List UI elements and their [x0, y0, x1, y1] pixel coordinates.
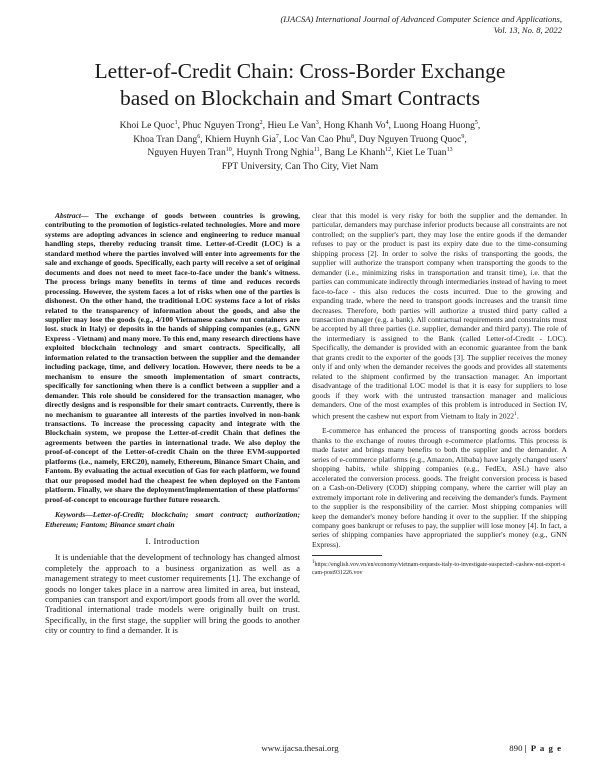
author-name: Phuc Nguyen Trong$^2$	[182, 119, 263, 131]
footnote-ref: 1	[514, 410, 517, 417]
paper-title-line-1: Letter-of-Credit Chain: Cross-Border Exchange	[94, 59, 506, 83]
page-number: 890	[509, 743, 523, 753]
author-index: 10	[225, 147, 232, 153]
introduction-paragraph: It is undeniable that the development of technology has changed almost completely the approach to a business organization as well as a management strategy to meet customer requirements [1]. The exchange of goods no longer takes place in a narrow area limited in area, but instead, companies can transport and export/import goods from all over the world. Traditional international trade models were originally built on trust. Specifically, in the first stage, the supplier will bring the goods to another city or country to find a demander. It is	[45, 552, 300, 636]
author-index: 11	[313, 147, 320, 153]
footnote-divider	[312, 555, 382, 556]
author-index: 12	[385, 147, 392, 153]
right-paragraph-1-text: clear that this model is very risky for both the supplier and the demander. In particular, demanders may purchase inferior products because all constraints are not controlled; on the supplier's part, they may lose the entire goods if the demander refuses to pay or the product is past its expiry date due to the time-consuming shipping process [2]. In order to solve the risks of transporting the goods, the supplier will authorize the transport company when transporting the goods to the demander (i.e., minimizing risks in transportation and transit time), i.e. that the parties can communicate indirectly through intermediaries instead of having to meet face-to-face - this also reduces the costs incurred. Due to the growing and expanding trade, where the need to transport goods increases and the transit time decreases. Therefore, both parties will authorize a trusted third party called a transaction manager (e.g. a bank). All contractual requirements and constraints must be accepted by all three parties (i.e. supplier, demander and third party). The role of the intermediary is assigned to the Bank (called Letter-of-Credit - LOC). Specifically, the demander is provided with an economic guarantee from the bank that grants credit to the exporter of the goods [3]. The supplier receives the money only if and only when the demander receives the goods and provides all statements related to the shipment confirmed by the transaction manager. An important disadvantage of the traditional LOC model is that it is easy for suppliers to lose goods if they work with the untrusted transaction manager and malicious demanders. One of the most examples of this problem is introduced in Section IV, which present the cashew nut export from Vietnam to Italy in 2022	[312, 211, 567, 421]
author-line-1: Khoi Le Quoc$^1$, Phuc Nguyen Trong$^2$, Hieu Le Van$^3$, Hong Khanh Vo$^4$, Luong Hoang Huong$^5$,	[119, 119, 481, 131]
left-column	[45, 211, 300, 636]
author-block	[30, 119, 570, 173]
author-name: Khiem Huynh Gia$^7$	[205, 133, 279, 145]
keywords-text: Letter-of-Credit; blockchain; smart contract; authorization; Ethereum; Fantom; Binance smart chain	[45, 510, 300, 529]
author-name: Duy Nguyen Truong Quoc$^9$	[358, 133, 465, 145]
author-index: 7	[275, 133, 279, 140]
author-index: 1	[174, 119, 178, 126]
footer-page-number	[509, 743, 562, 753]
author-name: Khoa Tran Dang$^6$	[133, 133, 201, 145]
author-name: Luong Hoang Huong$^5$	[393, 119, 478, 131]
author-index: 2	[259, 119, 263, 126]
author-index: 5	[474, 119, 478, 126]
footer-url[interactable]: www.ijacsa.thesai.org	[261, 743, 339, 753]
footnote-mark: 1	[312, 560, 315, 566]
right-paragraph-2: E-commerce has enhanced the process of transporting goods across borders thanks to the exchange of routes through e-commerce platforms. This process is made faster and brings many benefits to both the supplier and the demander. A series of e-commerce platforms (e.g., Amazon, Alibaba) have largely changed users' shopping habits, while shipping companies (e.g., FedEx, ASL) have also accelerated the conversion process. goods. The freight conversion process is based on a Cash-on-Delivery (COD) shipping company, where the carrier will play an extremely important role in delivering and receiving the demander's funds. Payment to the supplier is the responsibility of the carrier. Most shipping companies will keep the demander's money before handing it over to the supplier. If the shipping company goes bankrupt or refuses to pay, the supplier will lose money [4]. In fact, a series of shipping companies have appropriated the supplier's money (e.g., GNN Express).	[312, 426, 567, 549]
author-name: Hieu Le Van$^3$	[267, 119, 319, 131]
paper-title	[40, 58, 560, 112]
journal-volume-line: Vol. 13, No. 8, 2022	[493, 25, 562, 35]
author-line-3: Nguyen Huyen Tran$^{10}$, Huynh Trong Nghia$^{11}$, Bang Le Khanh$^{12}$, Kiet Le Tuan$^{13}$	[147, 147, 453, 159]
right-column	[312, 211, 567, 577]
abstract-label: Abstract	[55, 211, 81, 220]
author-name: Nguyen Huyen Tran$^{10}$	[147, 147, 232, 159]
author-index: 6	[197, 133, 201, 140]
paper-title-line-2: based on Blockchain and Smart Contracts	[119, 86, 481, 110]
author-index: 8	[350, 133, 354, 140]
keywords: Keywords—Letter-of-Credit; blockchain; smart contract; authorization; Ethereum; Fantom; Binance smart chain	[45, 510, 300, 529]
introduction-body	[45, 552, 300, 635]
author-line-2: Khoa Tran Dang$^6$, Khiem Huynh Gia$^7$, Loc Van Cao Phu$^8$, Duy Nguyen Truong Quoc$^9$,	[133, 133, 467, 145]
author-name: Khoi Le Quoc$^1$	[119, 119, 178, 131]
author-name: Bang Le Khanh$^{12}$	[324, 147, 392, 159]
author-name: Kiet Le Tuan$^{13}$	[395, 147, 453, 159]
right-paragraph-1: clear that this model is very risky for both the supplier and the demander. In particular, demanders may purchase inferior products because all constraints are not controlled; on the supplier's part, they may lose the entire goods if the demander refuses to pay or the product is past its expiry date due to the time-consuming shipping process [2]. In order to solve the risks of transporting the goods, the supplier will authorize the transport company when transporting the goods to the demander (i.e., minimizing risks in transportation and transit time), i.e. that the parties can communicate indirectly through intermediaries instead of having to meet face-to-face - this also reduces the costs incurred. Due to the growing and expanding trade, where the need to transport goods increases and the transit time decreases. Therefore, both parties will authorize a trusted third party called a transaction manager (e.g. a bank). All contractual requirements and constraints must be accepted by all three parties (i.e. supplier, demander and third party). The role of the intermediary is assigned to the Bank (called Letter-of-Credit - LOC). Specifically, the demander is provided with an economic guarantee from the bank that grants credit to the exporter of the goods [3]. The supplier receives the money only if and only when the demander receives the goods and provides all statements related to the shipment confirmed by the transaction manager. An important disadvantage of the traditional LOC model is that it is easy for suppliers to lose goods if they work with the untrusted transaction manager and malicious demanders. One of the most examples of this problem is introduced in Section IV, which present the cashew nut export from Vietnam to Italy in 2022$^1$.	[312, 211, 567, 421]
journal-name-line: (IJACSA) International Journal of Advanced Computer Science and Applications,	[280, 14, 562, 24]
author-index: 13	[446, 147, 453, 153]
page-word: | P a g e	[524, 743, 562, 753]
author-name: Loc Van Cao Phu$^8$	[283, 133, 354, 145]
footnote-link[interactable]: https://english.vov.vn/en/economy/vietnam-requests-italy-to-investigate-suspected\-cashew-nut-export-scam-post931226.vov	[312, 562, 566, 576]
author-name: Hong Khanh Vo$^4$	[323, 119, 389, 131]
abstract-text: The exchange of goods between countries is growing, contributing to the promotion of logistics-related technologies. More and more systems are adopting advances in science and engineering to reduce manual handling steps, thereby reducing transit time. Letter-of-Credit (LOC) is a standard method where the parties involved will enter into agreements for the sale and exchange of goods. Specifically, each party will receive a set of original documents and does not need to meet face-to-face under the bank's witness. The process brings many benefits in terms of time and reduces records processing. However, the system faces a lot of risks when one of the parties is dishonest. On the other hand, the traditional LOC systems face a lot of risks related to the transparency of information about the goods, and also the supplier may lose the goods (e.g., 4/100 Vietnamese cashew nut containers are lost. stuck in Italy) or deposits in the hands of shipping companies (e.g., GNN Express - Vietnam) and many more. To this end, many research directions have exploited blockchain technology and smart contracts. Specifically, all information related to the transaction between the supplier and the demander including package, time, and delivery location. However, there needs to be a mechanism to ensure the smooth implementation of smart contracts, specifically for sanctioning when there is a conflict between a supplier and a demander. This role should be considered for the transaction manager, who directly designs and is responsible for their smart contracts. Currently, there is no mechanism to guarantee all interests of the parties involved in non-bank transactions. To increase the processing capacity and integrate with the Blockchain system, we propose the Letter-of-credit Chain that defines the agreements between the parties in international trade. We also deploy the proof-of-concept of the Letter-of-credit Chain on the three EVM-supported platforms (i.e., namely, ERC20), namely, Ethereum, Binance Smart Chain, and Fantom. By evaluating the actual execution of Gas for each platform, we found that our proposed model had the cheapest fee when deployed on the Fantom platform. Finally, we share the deployment/implementation of these platforms' proof-of-concept to encourage further future research.	[45, 211, 300, 504]
section-heading-introduction: I. Introduction	[145, 535, 200, 546]
author-index: 9	[461, 133, 465, 140]
author-index: 3	[315, 119, 319, 126]
abstract: Abstract— The exchange of goods between countries is growing, contributing to the promotion of logistics-related technologies. More and more systems are adopting advances in science and engineering to reduce manual handling steps, thereby reducing transit time. Letter-of-Credit (LOC) is a standard method where the parties involved will enter into agreements for the sale and exchange of goods. Specifically, each party will receive a set of original documents and does not need to meet face-to-face under the bank's witness. The process brings many benefits in terms of time and reduces records processing. However, the system faces a lot of risks when one of the parties is dishonest. On the other hand, the traditional LOC systems face a lot of risks related to the transparency of information about the goods, and also the supplier may lose the goods (e.g., 4/100 Vietnamese cashew nut containers are lost. stuck in Italy) or deposits in the hands of shipping companies (e.g., GNN Express - Vietnam) and many more. To this end, many research directions have exploited blockchain technology and smart contracts. Specifically, all information related to the transaction between the supplier and the demander including package, time, and delivery location. However, there needs to be a mechanism to ensure the smooth implementation of smart contracts, specifically for sanctioning when there is a conflict between a supplier and a demander. This role should be considered for the transaction manager, who directly designs and is responsible for their smart contracts. Currently, there is no mechanism to guarantee all interests of the parties involved in non-bank transactions. To increase the processing capacity and integrate with the Blockchain system, we propose the Letter-of-credit Chain that defines the agreements between the parties in international trade. We also deploy the proof-of-concept of the Letter-of-credit Chain on the three EVM-supported platforms (i.e., namely, ERC20), namely, Ethereum, Binance Smart Chain, and Fantom. By evaluating the actual execution of Gas for each platform, we found that our proposed model had the cheapest fee when deployed on the Fantom platform. Finally, we share the deployment/implementation of these platforms' proof-of-concept to encourage further future research.	[45, 211, 300, 504]
journal-header	[280, 14, 562, 36]
author-index: 4	[385, 119, 389, 126]
affiliation: FPT University, Can Tho City, Viet Nam	[221, 160, 379, 172]
author-name: Huynh Trong Nghia$^{11}$	[236, 147, 320, 159]
footnote	[312, 559, 567, 577]
keywords-label: Keywords	[55, 510, 86, 520]
